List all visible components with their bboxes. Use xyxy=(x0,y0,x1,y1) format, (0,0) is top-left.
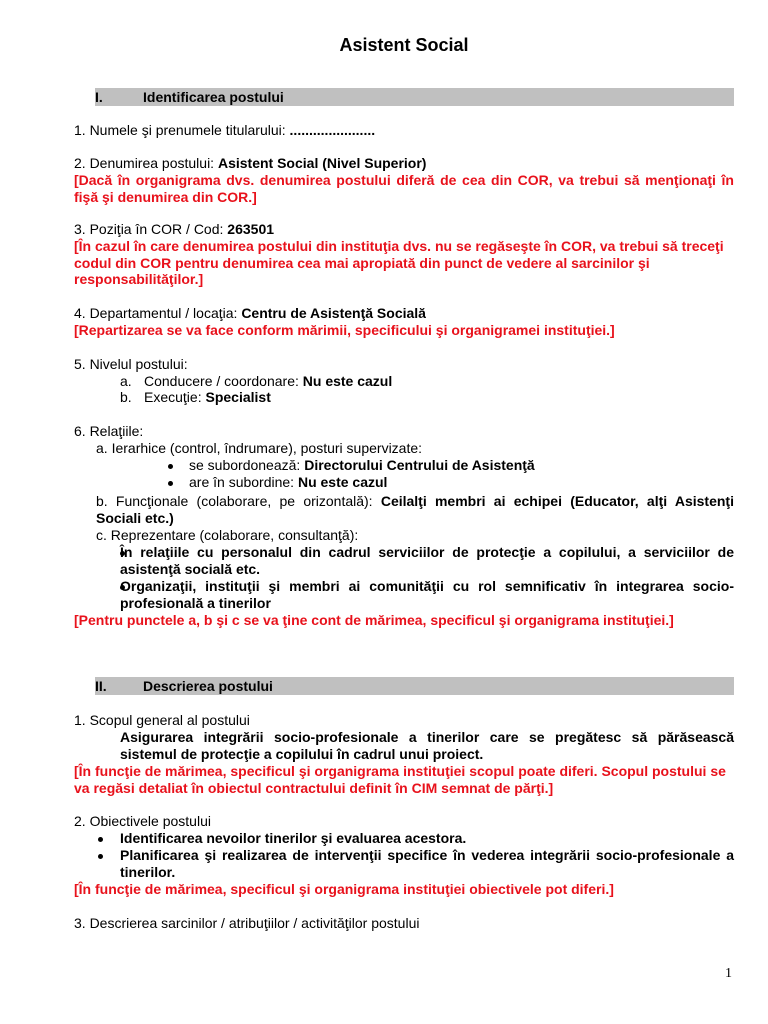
s2-item-1-note: [În funcţie de mărimea, specificul şi organigrama instituţiei scopul poate diferi. Scopul postului se va regăsi detaliat în obiectul contractului definit în CIM semnat de părţi.] xyxy=(74,763,726,796)
item-6-a-bullet-1: se subordonează: Directorului Centrului de Asistenţă xyxy=(189,457,535,473)
item-label: 2. Denumirea postului: xyxy=(74,155,218,171)
page-title: Asistent Social xyxy=(339,35,469,55)
item-3-note: [În cazul în care denumirea postului din instituţia dvs. nu se regăseşte în COR, va trebui să treceţi codul din COR pentru denumirea cea mai apropiată din punct de vedere al sarcinilor şi responsabilităţilor.] xyxy=(74,238,724,287)
item-4 xyxy=(74,305,734,322)
section-header-2 xyxy=(95,677,734,695)
item-6-c: c. Reprezentare (colaborare, consultanţă): xyxy=(96,527,359,543)
item-label: 1. Numele şi prenumele titularului: xyxy=(74,122,290,138)
item-6-note: [Pentru punctele a, b şi c se va ţine cont de mărimea, specificul şi organigrama instituţiei.] xyxy=(74,612,674,628)
item-3 xyxy=(74,221,734,238)
s2-item-3: 3. Descrierea sarcinilor / atribuţiilor / activităţilor postului xyxy=(74,915,420,931)
item-value: Asistent Social (Nivel Superior) xyxy=(217,155,427,171)
section-number: II. xyxy=(95,678,107,694)
item-label: 3. Poziţia în COR / Cod: xyxy=(74,221,228,237)
item-5-b: b. Execuţie: Specialist xyxy=(120,389,271,405)
s2-item-2-bullet-1: Identificarea nevoilor tinerilor şi evaluarea acestora. xyxy=(120,830,467,846)
item-6-c-bullet-1-text: În relaţiile cu personalul din cadrul serviciilor de protecţie a copilului, a serviciilor de asistenţă socială etc. xyxy=(120,544,734,577)
s2-item-1: 1. Scopul general al postului xyxy=(74,712,250,728)
item-1 xyxy=(74,122,734,139)
item-6-b: b. Funcţionale (colaborare, pe orizontală): Ceilalţi membri ai echipei (Educator, alţi Asistenţi Sociali etc.) xyxy=(96,493,734,526)
page-number: 1 xyxy=(725,966,732,981)
item-4-note: [Repartizarea se va face conform mărimii, specificului şi organigramei instituţiei.] xyxy=(74,322,615,338)
item-6-a-bullet-2: are în subordine: Nu este cazul xyxy=(189,474,388,490)
s2-item-2-note: [În funcţie de mărimea, specificul şi organigrama instituţiei obiectivele pot diferi.] xyxy=(74,881,614,897)
s2-item-1-value: Asigurarea integrării socio-profesionale a tinerilor care se pregătesc să părăsească sistemul de protecţie a copilului în cadrul unui proiect. xyxy=(120,729,734,762)
bullet-icon xyxy=(98,837,103,842)
bullet-icon xyxy=(168,464,173,469)
item-6-a: a. Ierarhice (control, îndrumare), posturi supervizate: xyxy=(96,440,423,456)
section-header-1 xyxy=(95,88,734,106)
section-title: Identificarea postului xyxy=(143,89,284,105)
item-2-note: [Dacă în organigrama dvs. denumirea postului diferă de cea din COR, va trebui să menţionaţi în fişă şi denumirea din COR.] xyxy=(74,172,734,205)
item-6-c-bullet-2: Organizaţii, instituţii şi membri ai comunităţii cu rol semnificativ în integrarea socio-profesională a tinerilor xyxy=(120,578,734,611)
section-title: Descrierea postului xyxy=(143,678,273,694)
item-6: 6. Relaţiile: xyxy=(74,423,144,439)
s2-item-2: 2. Obiectivele postului xyxy=(74,813,211,829)
bullet-icon xyxy=(98,854,103,859)
item-2 xyxy=(74,155,734,172)
item-value: 263501 xyxy=(227,221,275,237)
item-value: Centru de Asistenţă Socială xyxy=(241,305,426,321)
section-number: I. xyxy=(95,89,103,105)
item-5: 5. Nivelul postului: xyxy=(74,356,188,372)
s2-item-2-bullet-2: Planificarea şi realizarea de intervenţii specifice în vederea integrării socio-profesionale a tinerilor. xyxy=(120,847,734,880)
bullet-icon xyxy=(168,481,173,486)
item-5-a: a. Conducere / coordonare: Nu este cazul xyxy=(120,373,393,389)
item-label: 4. Departamentul / locaţia: xyxy=(74,305,242,321)
item-value: ...................... xyxy=(289,122,376,138)
